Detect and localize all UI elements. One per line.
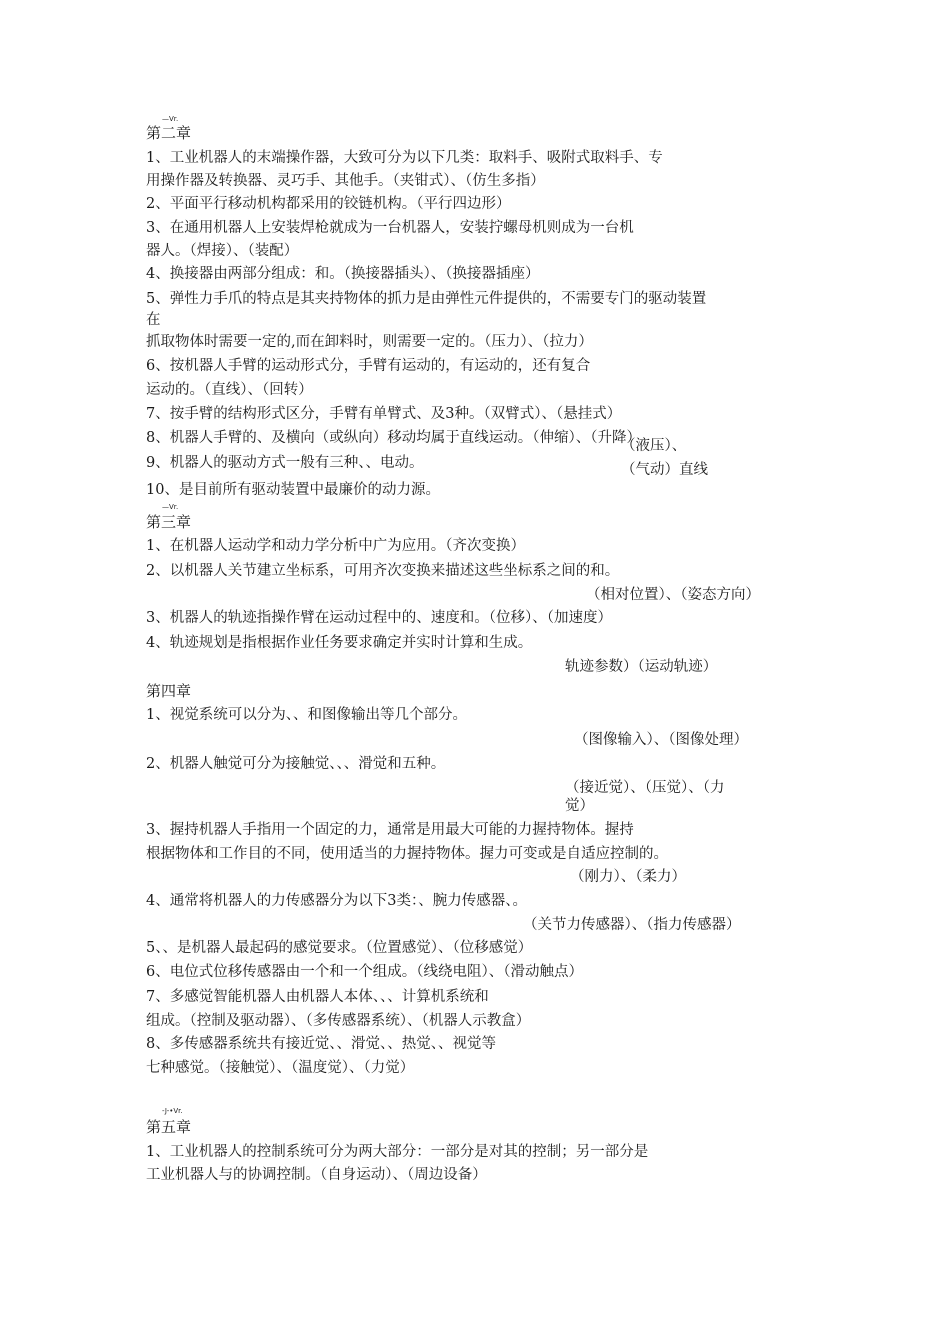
answer-text: （图像输入）、（图像处理） [574,732,748,748]
question-line: 6、电位式位移传感器由一个和一个组成。（线绕电阻）、（滑动触点） [146,964,583,980]
question-line: 4、通常将机器人的力传感器分为以下3类：、腕力传感器、。 [146,893,527,909]
question-line: 1、在机器人运动学和动力学分析中广为应用。（齐次变换） [146,538,525,554]
chapter-mark: —Vr. [162,503,179,511]
question-line: 6、按机器人手臂的运动形式分，手臂有运动的，有运动的，还有复合 [146,358,591,374]
question-line: 1、视觉系统可以分为、、和图像输出等几个部分。 [146,707,467,723]
question-line: 4、轨迹规划是指根据作业任务要求确定并实时计算和生成。 [146,635,533,651]
question-line: 用操作器及转换器、灵巧手、其他手。（夹钳式）、（仿生多指） [146,173,545,189]
question-line: 1、工业机器人的末端操作器，大致可分为以下几类：取料手、吸附式取料手、专 [146,150,663,166]
question-line: 7、按手臂的结构形式区分，手臂有单臂式、及3种。（双臂式）、（悬挂式） [146,406,622,422]
question-line: 组成。（控制及驱动器）、（多传感器系统）、（机器人示教盒） [146,1013,531,1029]
question-line: 工业机器人与的协调控制。（自身运动）、（周边设备） [146,1167,487,1183]
answer-text: （接近觉）、（压觉）、（力 [565,780,725,796]
question-line: 8、机器人手臂的、及横向（或纵向）移动均属于直线运动。（伸缩）、（升降） [146,430,641,446]
question-line: 运动的。（直线）、（回转） [146,382,313,398]
chapter-title: 第三章 [146,513,192,531]
question-line: 8、多传感器系统共有接近觉、、滑觉、、热觉、、视觉等 [146,1036,496,1052]
question-line: 根据物体和工作目的不同，使用适当的力握持物体。握力可变或是自适应控制的。 [146,846,668,862]
chapter-mark: —Vr. [162,115,179,123]
answer-text: （液压）、 [621,438,687,454]
question-line: 抓取物体时需要一定的,而在卸料时，则需要一定的。（压力）、（拉力） [146,334,593,350]
question-line: 3、机器人的轨迹指操作臂在运动过程中的、速度和。（位移）、（加速度） [146,610,612,626]
answer-text: 觉） [565,798,594,814]
question-line: 2、以机器人关节建立坐标系，可用齐次变换来描述这些坐标系之间的和。 [146,563,620,579]
question-line: 器人。（焊接）、（装配） [146,243,299,259]
chapter-mark: -J-•Vr. [162,1107,183,1115]
question-line: 1、工业机器人的控制系统可分为两大部分：一部分是对其的控制；另一部分是 [146,1144,649,1160]
question-line: 在 [146,312,161,328]
answer-text: （相对位置）、（姿态方向） [586,587,760,603]
question-line: 2、平面平行移动机构都采用的铰链机构。（平行四边形） [146,196,511,212]
chapter-title: 第四章 [146,682,192,700]
answer-text: 轨迹参数）（运动轨迹） [565,659,718,675]
question-line: 4、换接器由两部分组成：和。（换接器插头）、（换接器插座） [146,266,540,282]
answer-text: （关节力传感器）、（指力传感器） [523,917,741,933]
answer-text: （气动）直线 [621,462,708,478]
question-line: 10、是目前所有驱动装置中最廉价的动力源。 [146,482,440,498]
question-line: 3、握持机器人手指用一个固定的力，通常是用最大可能的力握持物体。握持 [146,822,634,838]
question-line: 七种感觉。（接触觉）、（温度觉）、（力觉） [146,1060,415,1076]
question-line: 2、机器人触觉可分为接触觉、、、滑觉和五种。 [146,756,446,772]
question-line: 5、弹性力手爪的特点是其夹持物体的抓力是由弹性元件提供的，不需要专门的驱动装置 [146,291,707,307]
question-line: 3、在通用机器人上安装焊枪就成为一台机器人，安装拧螺母机则成为一台机 [146,220,634,236]
question-line: 7、多感觉智能机器人由机器人本体、、、计算机系统和 [146,989,489,1005]
chapter-title: 第五章 [146,1118,192,1136]
chapter-title: 第二章 [146,124,192,142]
question-line: 5、、是机器人最起码的感觉要求。（位置感觉）、（位移感觉） [146,940,533,956]
answer-text: （刚力）、（柔力） [570,869,686,885]
question-line: 9、机器人的驱动方式一般有三种、、电动。 [146,455,424,471]
